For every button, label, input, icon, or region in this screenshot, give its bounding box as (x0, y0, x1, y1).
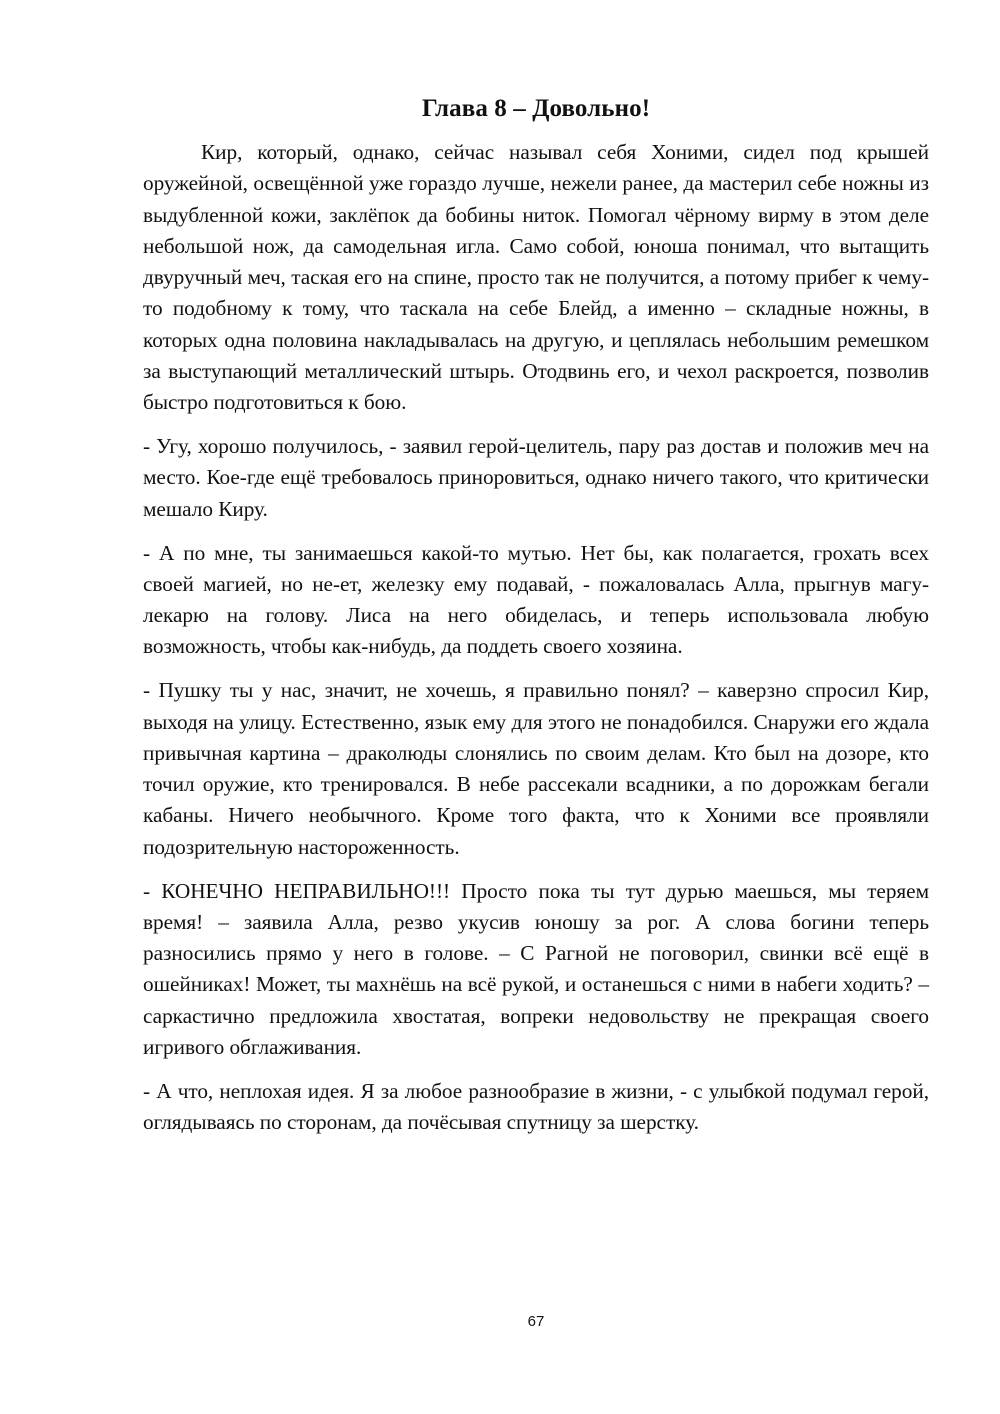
page-number: 67 (527, 1313, 545, 1330)
paragraph: - А по мне, ты занимаешься какой-то мутью. Нет бы, как полагается, грохать всех своей магией, но не-ет, железку ему подавай, - пожаловалась Алла, прыгнув магу-лекарю на голову. Лиса на него обиделась, и теперь использовала любую возможность, чтобы как-нибудь, да поддеть своего хозяина. (143, 540, 929, 659)
paragraph: - А что, неплохая идея. Я за любое разнообразие в жизни, - с улыбкой подумал герой, оглядываясь по сторонам, да почёсывая спутницу за шерстку. (143, 1078, 929, 1135)
paragraph: - Пушку ты у нас, значит, не хочешь, я правильно понял? – каверзно спросил Кир, выходя на улицу. Естественно, язык ему для этого не понадобился. Снаружи его ждала привычная картина – драколюды слонялись по своим делам. Кто был на дозоре, кто точил оружие, кто тренировался. В небе рассекали всадники, а по дорожкам бегали кабаны. Ничего необычного. Кроме того факта, что к Хоними все проявляли подозрительную настороженность. (143, 678, 929, 859)
document-page (143, 92, 929, 1151)
paragraph: - КОНЕЧНО НЕПРАВИЛЬНО!!! Просто пока ты тут дурью маешься, мы теряем время! – заявила Алла, резво укусив юношу за рог. А слова богини теперь разносились прямо у него в голове. – С Рагной не поговорил, свинки всё ещё в ошейниках! Может, ты махнёшь на всё рукой, и останешься с ними в набеги ходить? – саркастично предложила хвостатая, вопреки недовольству не прекращая своего игривого обглаживания. (143, 878, 929, 1060)
paragraph: - Угу, хорошо получилось, - заявил герой-целитель, пару раз достав и положив меч на место. Кое-где ещё требовалось приноровиться, однако ничего такого, что критически мешало Киру. (143, 434, 929, 521)
chapter-title: Глава 8 – Довольно! (421, 95, 651, 122)
paragraph: Кир, который, однако, сейчас называл себя Хоними, сидел под крышей оружейной, освещённой уже гораздо лучше, нежели ранее, да мастерил себе ножны из выдубленной кожи, заклёпок да бобины ниток. Помогал чёрному вирму в этом деле небольшой нож, да самодельная игла. Само собой, юноша понимал, что вытащить двуручный меч, таская его на спине, просто так не получится, а потому прибег к чему-то подобному к тому, что таскала на себе Блейд, а именно – складные ножны, в которых одна половина накладывалась на другую, и цеплялась небольшим ремешком за выступающий металлический штырь. Отодвинь его, и чехол раскроется, позволив быстро подготовиться к бою. (143, 140, 929, 415)
